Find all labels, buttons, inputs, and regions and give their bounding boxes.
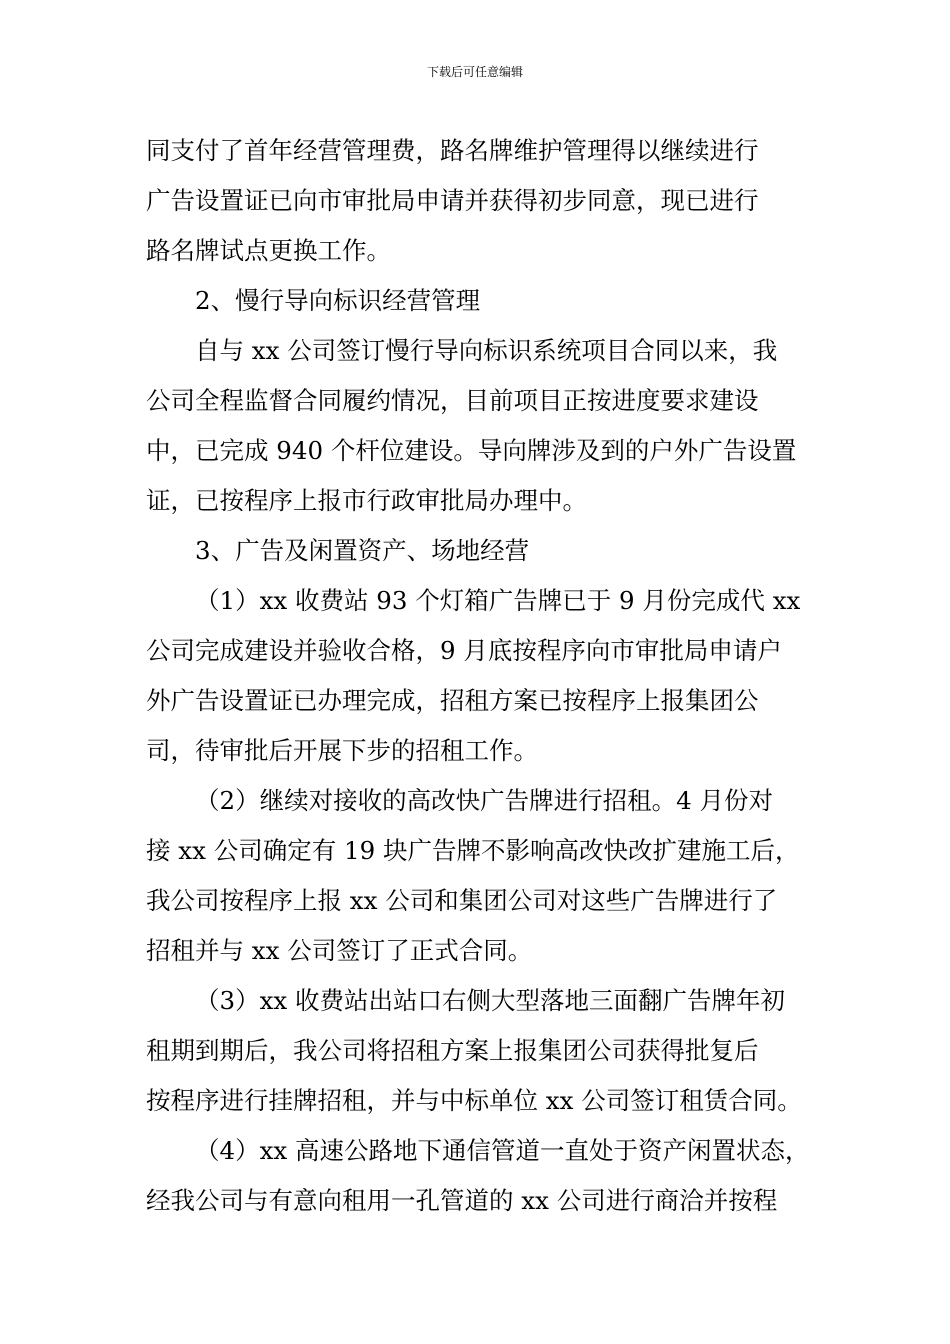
section-heading: 3、广告及闲置资产、场地经营: [195, 536, 530, 565]
text-line: 租期到期后，我公司将招租方案上报集团公司获得批复后: [146, 1036, 759, 1065]
text-line: （4）xx 高速公路地下通信管道一直处于资产闲置状态，: [195, 1136, 810, 1165]
text-line: 接 xx 公司确定有 19 块广告牌不影响高改快改扩建施工后，: [146, 836, 800, 865]
text-line: （3）xx 收费站出站口右侧大型落地三面翻广告牌年初: [195, 986, 786, 1015]
text-line: 招租并与 xx 公司签订了正式合同。: [146, 936, 533, 965]
text-line: 证，已按程序上报市行政审批局办理中。: [146, 486, 587, 515]
page-header: 下载后可任意编辑: [426, 65, 523, 79]
document-body: [146, 126, 826, 1226]
text-line: 公司全程监督合同履约情况，目前项目正按进度要求建设: [146, 386, 759, 415]
text-line: 按程序进行挂牌招租，并与中标单位 xx 公司签订租赁合同。: [146, 1086, 802, 1115]
text-line: 自与 xx 公司签订慢行导向标识系统项目合同以来，我: [195, 336, 778, 365]
text-line: （2）继续对接收的高改快广告牌进行招租。4 月份对: [195, 786, 773, 815]
text-line: 司，待审批后开展下步的招租工作。: [146, 736, 538, 765]
section-heading: 2、慢行导向标识经营管理: [195, 286, 481, 315]
text-line: 公司完成建设并验收合格，9 月底按程序向市审批局申请户: [146, 636, 782, 665]
text-line: 我公司按程序上报 xx 公司和集团公司对这些广告牌进行了: [146, 886, 778, 915]
text-line: （1）xx 收费站 93 个灯箱广告牌已于 9 月份完成代 xx: [195, 586, 801, 615]
text-line: 同支付了首年经营管理费，路名牌维护管理得以继续进行: [146, 136, 759, 165]
text-line: 中，已完成 940 个杆位建设。导向牌涉及到的户外广告设置: [146, 436, 797, 465]
text-line: 外广告设置证已办理完成，招租方案已按程序上报集团公: [146, 686, 759, 715]
text-line: 广告设置证已向市审批局申请并获得初步同意，现已进行: [146, 186, 759, 215]
text-line: 路名牌试点更换工作。: [146, 236, 391, 265]
text-line: 经我公司与有意向租用一孔管道的 xx 公司进行商洽并按程: [146, 1186, 778, 1215]
